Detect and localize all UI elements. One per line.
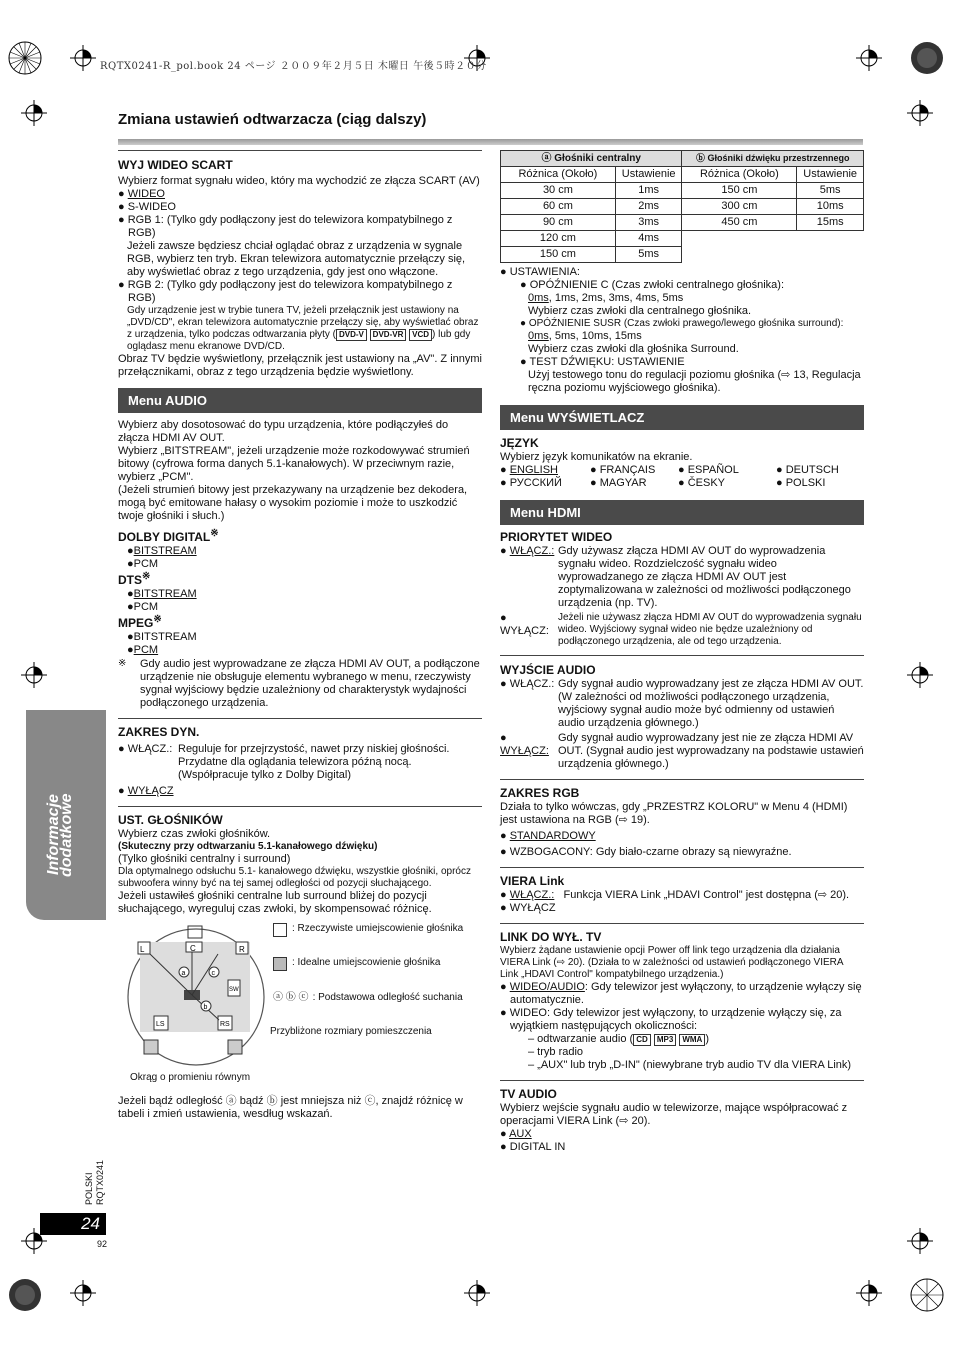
speakers-text: Jeżeli ustawiłeś głośniki centralne lub surround bliżej do pozycji słuchającego, wyreguluj czas zwłoki, by skompensować różnicę. bbox=[118, 890, 432, 915]
audio-out-option: ● WŁĄCZ.: Gdy sygnał audio wyprowadzany jest ze złącza HDMI AV OUT. (W zależności od możliwości podłączonego urządzenia, wyjściowy sygnał audio może być odmienny od ustawień audio urządzenia głównego.) bbox=[500, 678, 864, 729]
table-row: 30 cm 1ms 150 cm 5ms bbox=[501, 183, 864, 199]
dolby-heading: DOLBY DIGITAL※ bbox=[118, 528, 219, 544]
mpeg-heading: MPEG※ bbox=[118, 614, 162, 630]
settings-desc: Wybierz czas zwłoki dla głośnika Surround. bbox=[528, 343, 739, 355]
crosshair-icon bbox=[70, 1280, 96, 1306]
audio-out-option: ● WYŁĄCZ: Gdy sygnał audio wyprowadzany jest nie ze złącza HDMI AV OUT. (Sygnał audio jest wyprowadzany na podstawie ustawień urządzenia głównego.) bbox=[500, 732, 864, 770]
language-option: ● ENGLISH bbox=[500, 464, 558, 476]
link-option: ● WIDEO: Gdy telewizor jest wyłączony, to urządzenie wyłączy się, za wyjątkiem następujących okoliczności: bbox=[500, 1007, 842, 1032]
scart-option: ● S-WIDEO bbox=[118, 201, 176, 213]
audio-option: ●PCM bbox=[127, 644, 159, 656]
scart-note: Obraz TV będzie wyświetlony, przełącznik jest ustawiony na „AV". Z innymi przełącznikami, obraz z tego urządzenia będzie wyświetlony. bbox=[118, 353, 482, 378]
language-option: ● POLSKI bbox=[776, 477, 826, 489]
crosshair-icon bbox=[21, 662, 47, 688]
registration-mark-icon bbox=[5, 38, 45, 78]
table-row: 150 cm 5ms bbox=[501, 247, 864, 263]
priority-option: ● WYŁĄCZ: Jeżeli nie używasz złącza HDMI AV OUT do wyprowadzenia sygnału wideo. Wyjściowy sygnał wideo nie będze uzależniony od podłączonego urządzenia, ale od tego urządzenia. bbox=[500, 612, 862, 647]
crosshair-icon bbox=[856, 1280, 882, 1306]
registration-mark-icon bbox=[907, 1275, 947, 1315]
speaker-layout-diagram bbox=[124, 922, 274, 1072]
table-header-center: ⓐ Głośniki centralny bbox=[501, 151, 682, 167]
circle-label: Okrąg o promieniu równym bbox=[130, 1072, 251, 1083]
audio-option: ●BITSTREAM bbox=[127, 545, 197, 557]
rgb-option: ● WZBOGACONY: Gdy biało-czarne obrazy są niewyraźne. bbox=[500, 846, 792, 858]
audio-option: ●PCM bbox=[127, 601, 159, 613]
audio-intro: Wybierz aby dosotosować do typu urządzenia, które podłączyłeś do złącza HDMI AV OUT. bbox=[118, 419, 449, 444]
diagram-label-b: b bbox=[203, 1004, 208, 1011]
table-col-header: Różnica (Około) bbox=[682, 167, 797, 183]
tv-audio-option: ● DIGITAL IN bbox=[500, 1141, 566, 1153]
link-exception: – odtwarzanie audio ( CD MP3 WMA ) bbox=[528, 1033, 709, 1045]
audio-out-heading: WYJŚCIE AUDIO bbox=[500, 663, 596, 677]
title-rule bbox=[118, 139, 863, 145]
audio-footnote: ※ Gdy audio jest wyprowadzane ze złącza HDMI AV OUT, a podłączone urządzenie nie obsługuje elementu wybranego w menu, rzeczywisty sygnał wyjściowy będzie uzależniony od charakterystyk wydajności podłączonego urządzenia. bbox=[118, 658, 480, 709]
priority-option: ● WŁĄCZ.: Gdy używasz złącza HDMI AV OUT do wyprowadzenia sygnału wideo. Rozdzielczość sygnału wideo wyprowadzanego ze złącza HDMI AV OUT jest zoptymalizowana w zależności od możliwości podłączonego urządzenia (np. TV). bbox=[500, 545, 851, 609]
speakers-text: Dla optymalnego odsłuchu 5.1- kanałowego dźwięku, wszystkie głośniki, oprócz subwoofera winny być na tej samej odległości od pozycji słuchającego. bbox=[118, 866, 471, 889]
right-column bbox=[500, 150, 864, 1154]
dyn-heading: ZAKRES DYN. bbox=[118, 725, 200, 739]
table-row: 60 cm 2ms 300 cm 10ms bbox=[501, 199, 864, 215]
settings-item: ● TEST DŹWIĘKU: USTAWIENIE bbox=[520, 356, 685, 368]
speakers-text: (Tylko głośniki centralny i surround) bbox=[118, 853, 291, 865]
language-intro: Wybierz język komunikatów na ekranie. bbox=[500, 451, 693, 463]
crosshair-icon bbox=[907, 662, 933, 688]
page-number: 24 bbox=[40, 1213, 106, 1235]
crosshair-icon bbox=[464, 1280, 490, 1306]
menu-audio-bar: Menu AUDIO bbox=[118, 388, 482, 413]
audio-option: ●BITSTREAM bbox=[127, 588, 197, 600]
scart-option: ● RGB 1: (Tylko gdy podłączony jest do telewizora kompatybilnego z RGB) bbox=[118, 214, 453, 239]
table-row: 120 cm 4ms bbox=[501, 231, 864, 247]
settings-title: ● USTAWIENIA: bbox=[500, 266, 580, 278]
side-tab-label: Informacje dodatkowe bbox=[45, 793, 75, 877]
legend-ideal: : Idealne umiejscowienie głośnika bbox=[273, 957, 473, 971]
crosshair-icon bbox=[907, 1228, 933, 1254]
audio-intro: (Jeżeli strumień bitowy jest przekazywany na urządzenie bez dekodera, mogą być emitowane hałasy o wysokim poziomie i może to uszkodzić twoje głośniki i słuch.) bbox=[118, 484, 468, 522]
footer-lang: POLSKI RQTX0241 bbox=[84, 1160, 105, 1206]
language-option: ● РУССКИЙ bbox=[500, 477, 562, 489]
scart-option: ● RGB 2: (Tylko gdy podłączony jest do telewizora kompatybilnego z RGB) bbox=[118, 279, 453, 304]
scart-option: ● WIDEO bbox=[118, 188, 165, 200]
diagram-label-rs: RS bbox=[220, 1021, 230, 1028]
viera-option: ● WŁĄCZ.: Funkcja VIERA Link „HDAVI Control" jest dostępna (⇨ 20). bbox=[500, 889, 850, 901]
room-label: Przybliżone rozmiary pomieszczenia bbox=[270, 1026, 432, 1037]
scart-intro: Wybierz format sygnału wideo, który ma wychodzić ze złącza SCART (AV) bbox=[118, 175, 480, 187]
rgb-intro: Działa to tylko wówczas, gdy „PRZESTRZ KOLORU" w Menu 4 (HDMI) jest ustawiona na RGB (⇨ 19). bbox=[500, 801, 848, 826]
link-exception: – „AUX" lub tryb „D-IN" (niewybrane tryb audio TV dla VIERA Link) bbox=[528, 1059, 852, 1071]
language-option: ● ČESKY bbox=[678, 477, 725, 489]
speakers-text: (Skuteczny przy odtwarzaniu 5.1-kanałowego dźwięku) bbox=[118, 841, 378, 852]
speakers-bottom: Jeżeli bądź odległość ⓐ bądź ⓑ jest mniejsza niż ⓒ, znajdź różnicę w tabeli i zmień ustawienia, wesdług wskazań. bbox=[118, 1095, 463, 1120]
menu-display-bar: Menu WYŚWIETLACZ bbox=[500, 405, 864, 430]
crosshair-icon bbox=[21, 100, 47, 126]
dts-heading: DTS※ bbox=[118, 571, 151, 587]
settings-desc: Użyj testowego tonu do regulacji poziomu głośnika (⇨ 13, Regulacja ręczna poziomu wyjściowego głośnika). bbox=[528, 369, 861, 394]
table-col-header: Ustawienie bbox=[797, 167, 864, 183]
settings-values: 0ms, 5ms, 10ms, 15ms bbox=[528, 330, 642, 342]
diagram-label-c: C bbox=[190, 944, 196, 953]
sub-page-number: 92 bbox=[97, 1239, 108, 1249]
scart-option-desc: Gdy urządzenie jest w trybie tunera TV, jeżeli przełącznik jest ustawiony na „DVD/CD", ekran telewizora automatycznie przełączy się, aby wyświetlać obraz z urządzenia, tylko podczas odtwarzania płyty ( DVD-V DVD-VR VCD ) lub gdy oglądasz menu ekranowe DVD/CD. bbox=[127, 305, 479, 352]
page-title: Zmiana ustawień odtwarzacza (ciąg dalszy) bbox=[118, 111, 427, 128]
table-col-header: Ustawienie bbox=[615, 167, 682, 183]
scart-heading: WYJ WIDEO SCART bbox=[118, 158, 233, 172]
registration-mark-icon bbox=[5, 1275, 45, 1315]
language-option: ● MAGYAR bbox=[590, 477, 647, 489]
menu-hdmi-bar: Menu HDMI bbox=[500, 500, 864, 525]
settings-values: 0ms, 1ms, 2ms, 3ms, 4ms, 5ms bbox=[528, 292, 684, 304]
crosshair-icon bbox=[70, 45, 96, 71]
dyn-option: ● WŁĄCZ.: Reguluje for przejrzystość, nawet przy niskiej głośności. Przydatne dla oglądania telewizora późną nocą. (Współpracuje tylko z Dolby Digital) bbox=[118, 743, 450, 781]
diagram-label-sw: SW bbox=[229, 987, 239, 993]
rgb-option: ● STANDARDOWY bbox=[500, 830, 596, 842]
settings-item: ● OPÓŹNIENIE SUSR (Czas zwłoki prawego/lewego głośnika surround): bbox=[520, 318, 844, 329]
diagram-label-ls: LS bbox=[156, 1021, 165, 1028]
settings-item: ● OPÓŹNIENIE C (Czas zwłoki centralnego głośnika): bbox=[520, 279, 785, 291]
diagram-label-l: L bbox=[140, 945, 145, 954]
tv-audio-intro: Wybierz wejście sygnału audio w telewizorze, mające współpracować z operacjami VIERA Link (⇨ 20). bbox=[500, 1102, 848, 1127]
link-heading: LINK DO WYŁ. TV bbox=[500, 930, 602, 944]
diagram-label-c-dist: c bbox=[211, 970, 215, 977]
language-heading: JĘZYK bbox=[500, 436, 539, 450]
rgb-heading: ZAKRES RGB bbox=[500, 786, 580, 800]
language-option: ● FRANÇAIS bbox=[590, 464, 656, 476]
language-option: ● DEUTSCH bbox=[776, 464, 839, 476]
viera-option: ● WYŁĄCZ bbox=[500, 902, 556, 914]
legend-distance: ⓐ ⓑ ⓒ : Podstawowa odległość suchania bbox=[273, 992, 463, 1003]
print-header: RQTX0241-R_pol.book 24 ページ ２００９年２月５日 木曜日 午後５時２０分 bbox=[100, 61, 487, 72]
speaker-diagram bbox=[118, 920, 482, 1095]
link-exception: – tryb radio bbox=[528, 1046, 584, 1058]
priority-heading: PRIORYTET WIDEO bbox=[500, 530, 613, 544]
table-col-header: Różnica (Około) bbox=[501, 167, 616, 183]
diagram-label-a: a bbox=[181, 970, 186, 977]
audio-option: ●PCM bbox=[127, 558, 159, 570]
audio-intro: Wybierz „BITSTREAM", jeżeli urządzenie może rozkodowywać strumień bitowy (cyfrowa forma danych 5.1-kanałowych). W przeciwnym razie, wybierz „PCM". bbox=[118, 445, 470, 483]
settings-desc: Wybierz czas zwłoki dla centralnego głośnika. bbox=[528, 305, 752, 317]
diagram-label-r: R bbox=[239, 945, 245, 954]
link-intro: Wybierz żądane ustawienie opcji Power off link tego urządzenia dla działania VIERA Link (⇨ 20). (Działa to w zależności od ustawień podłączonego VIERA Link „HDAVI Control" kompatybilnego urządzenia.) bbox=[500, 945, 843, 980]
delay-table bbox=[500, 150, 864, 263]
crosshair-icon bbox=[907, 100, 933, 126]
audio-option: ●BITSTREAM bbox=[127, 631, 197, 643]
speakers-heading: UST. GŁOŚNIKÓW bbox=[118, 813, 223, 827]
language-list bbox=[500, 464, 864, 490]
table-row: 90 cm 3ms 450 cm 15ms bbox=[501, 215, 864, 231]
speakers-text: Wybierz czas zwłoki głośników. bbox=[118, 828, 271, 840]
left-column bbox=[118, 150, 482, 1121]
tv-audio-heading: TV AUDIO bbox=[500, 1087, 557, 1101]
link-option: ● WIDEO/AUDIO: Gdy telewizor jest wyłączony, to urządzenie wyłączy się automatycznie. bbox=[500, 981, 862, 1006]
table-header-surround: ⓑ Głośniki dźwięku przestrzennego bbox=[682, 151, 864, 167]
language-option: ● ESPAÑOL bbox=[678, 464, 739, 476]
crosshair-icon bbox=[856, 45, 882, 71]
scart-option-desc: Jeżeli zawsze będziesz chciał oglądać obraz z urządzenia w sygnale RGB, wybierz ten tryb. Ekran telewizora automatycznie przełączy się, aby wyświetlać obraz z tego urządzenia, gdy jest ono włączone. bbox=[127, 240, 466, 278]
legend-real: : Rzeczywiste umiejscowienie głośnika bbox=[273, 923, 473, 937]
tv-audio-option: ● AUX bbox=[500, 1128, 532, 1140]
registration-mark-icon bbox=[907, 38, 947, 78]
viera-heading: VIERA Link bbox=[500, 874, 565, 888]
dyn-option: ● WYŁĄCZ bbox=[118, 785, 174, 797]
